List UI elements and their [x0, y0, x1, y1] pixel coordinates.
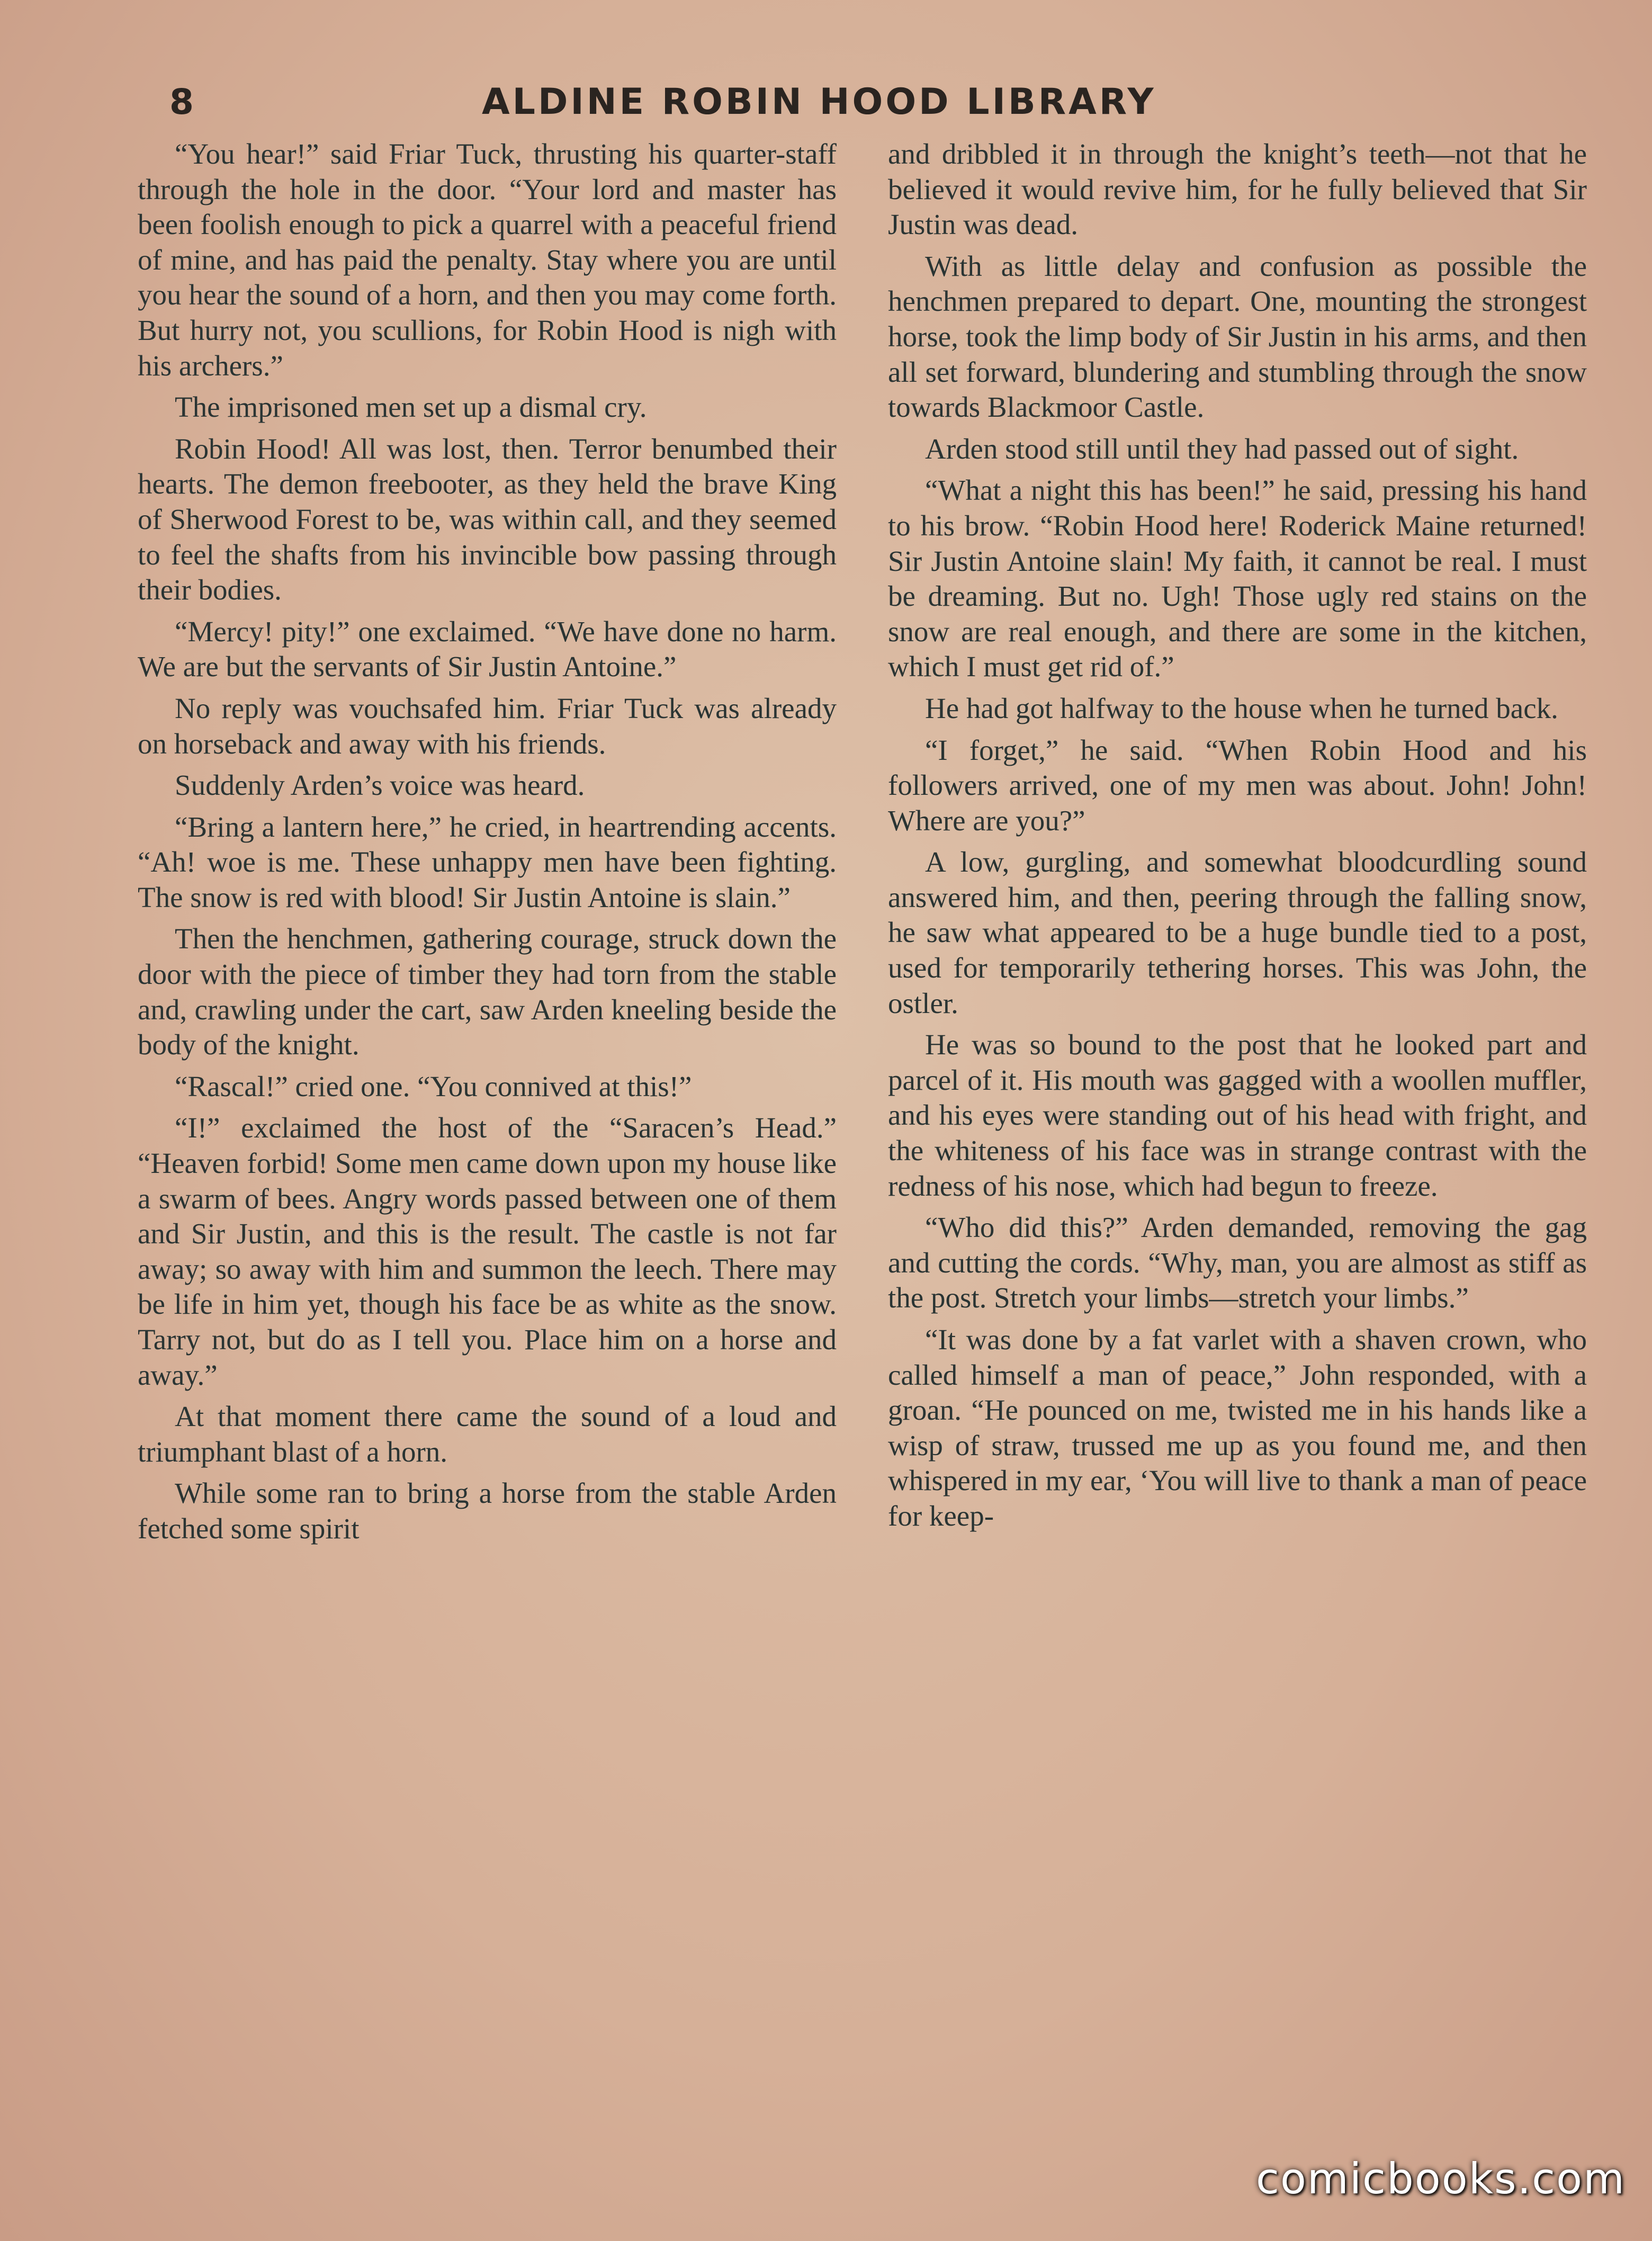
- paragraph: Suddenly Arden’s voice was heard.: [175, 769, 585, 802]
- page-header: [169, 78, 1250, 126]
- paragraph: He was so bound to the post that he looked part and parcel of it. His mouth was gagged with a woollen muffler, and his eyes were standing out of his head with fright, and the whiteness of his face was in strange contrast with the redness of his nose, which had begun to freeze.: [888, 1028, 1587, 1202]
- running-title: ALDINE ROBIN HOOD LIBRARY: [482, 81, 1156, 123]
- paragraph: “I forget,” he said. “When Robin Hood and his followers arrived, one of my men was about. John! John! Where are you?”: [888, 733, 1587, 837]
- paragraph: While some ran to bring a horse from the stable Arden fetched some spirit: [138, 1477, 837, 1545]
- left-text-column: [138, 137, 837, 1553]
- paragraph: No reply was vouchsafed him. Friar Tuck was already on horseback and away with his friends.: [138, 692, 837, 760]
- paragraph: “I!” exclaimed the host of the “Saracen’s Head.” “Heaven forbid! Some men came down upon my house like a swarm of bees. Angry words passed between one of them and Sir Justin, and this is the result. The castle is not far away; so away with him and summon the leech. There may be life in him yet, though his face be as white as the snow. Tarry not, but do as I tell you. Place him on a horse and away.”: [138, 1111, 837, 1391]
- right-text-column: [888, 137, 1587, 1540]
- paragraph: “What a night this has been!” he said, pressing his hand to his brow. “Robin Hood here! Roderick Maine returned! Sir Justin Antoine slain! My faith, it cannot be real. I must be dreaming. But no. Ugh! Those ugly red stains on the snow are real enough, and there are some in the kitchen, which I must get rid of.”: [888, 474, 1587, 683]
- paragraph: “Rascal!” cried one. “You connived at this!”: [175, 1070, 692, 1102]
- paragraph: Then the henchmen, gathering courage, struck down the door with the piece of timber they had torn from the stable and, crawling under the cart, saw Arden kneeling beside the body of the knight.: [138, 922, 837, 1061]
- paragraph: and dribbled it in through the knight’s teeth—not that he believed it would revive him, for he fully believed that Sir Justin was dead.: [888, 138, 1587, 241]
- site-watermark: comicbooks.com: [1255, 2154, 1626, 2203]
- paragraph: Robin Hood! All was lost, then. Terror benumbed their hearts. The demon freebooter, as they held the brave King of Sherwood Forest to be, was within call, and they seemed to feel the shafts from his invincible bow passing through their bodies.: [138, 432, 837, 606]
- paragraph: The imprisoned men set up a dismal cry.: [175, 391, 647, 424]
- page-number: 8: [169, 82, 194, 122]
- paragraph: At that moment there came the sound of a loud and triumphant blast of a horn.: [138, 1400, 837, 1468]
- paragraph: “It was done by a fat varlet with a shaven crown, who called himself a man of peace,” John responded, with a groan. “He pounced on me, twisted me in his hands like a wisp of straw, trussed me up as you found me, and then whispered in my ear, ‘You will live to thank a man of peace for keep-: [888, 1323, 1587, 1532]
- paragraph: “Bring a lantern here,” he cried, in heartrending accents. “Ah! woe is me. These unhappy men have been fighting. The snow is red with blood! Sir Justin Antoine is slain.”: [138, 810, 837, 913]
- paragraph: With as little delay and confusion as possible the henchmen prepared to depart. One, mounting the strongest horse, took the limp body of Sir Justin in his arms, and then all set forward, blundering and stumbling through the snow towards Blackmoor Castle.: [888, 249, 1587, 424]
- paragraph: “You hear!” said Friar Tuck, thrusting his quarter-staff through the hole in the door. “Your lord and master has been foolish enough to pick a quarrel with a peaceful friend of mine, and has paid the penalty. Stay where you are until you hear the sound of a horn, and then you may come forth. But hurry not, you scullions, for Robin Hood is nigh with his archers.”: [138, 138, 837, 382]
- paragraph: Arden stood still until they had passed out of sight.: [925, 432, 1519, 465]
- paragraph: “Who did this?” Arden demanded, removing the gag and cutting the cords. “Why, man, you are almost as stiff as the post. Stretch your limbs—stretch your limbs.”: [888, 1211, 1587, 1314]
- paragraph: “Mercy! pity!” one exclaimed. “We have done no harm. We are but the servants of Sir Justin Antoine.”: [138, 615, 837, 683]
- paragraph: He had got halfway to the house when he turned back.: [925, 692, 1558, 724]
- paragraph: A low, gurgling, and somewhat bloodcurdling sound answered him, and then, peering through the falling snow, he saw what appeared to be a huge bundle tied to a post, used for temporarily tethering horses. This was John, the ostler.: [888, 846, 1587, 1019]
